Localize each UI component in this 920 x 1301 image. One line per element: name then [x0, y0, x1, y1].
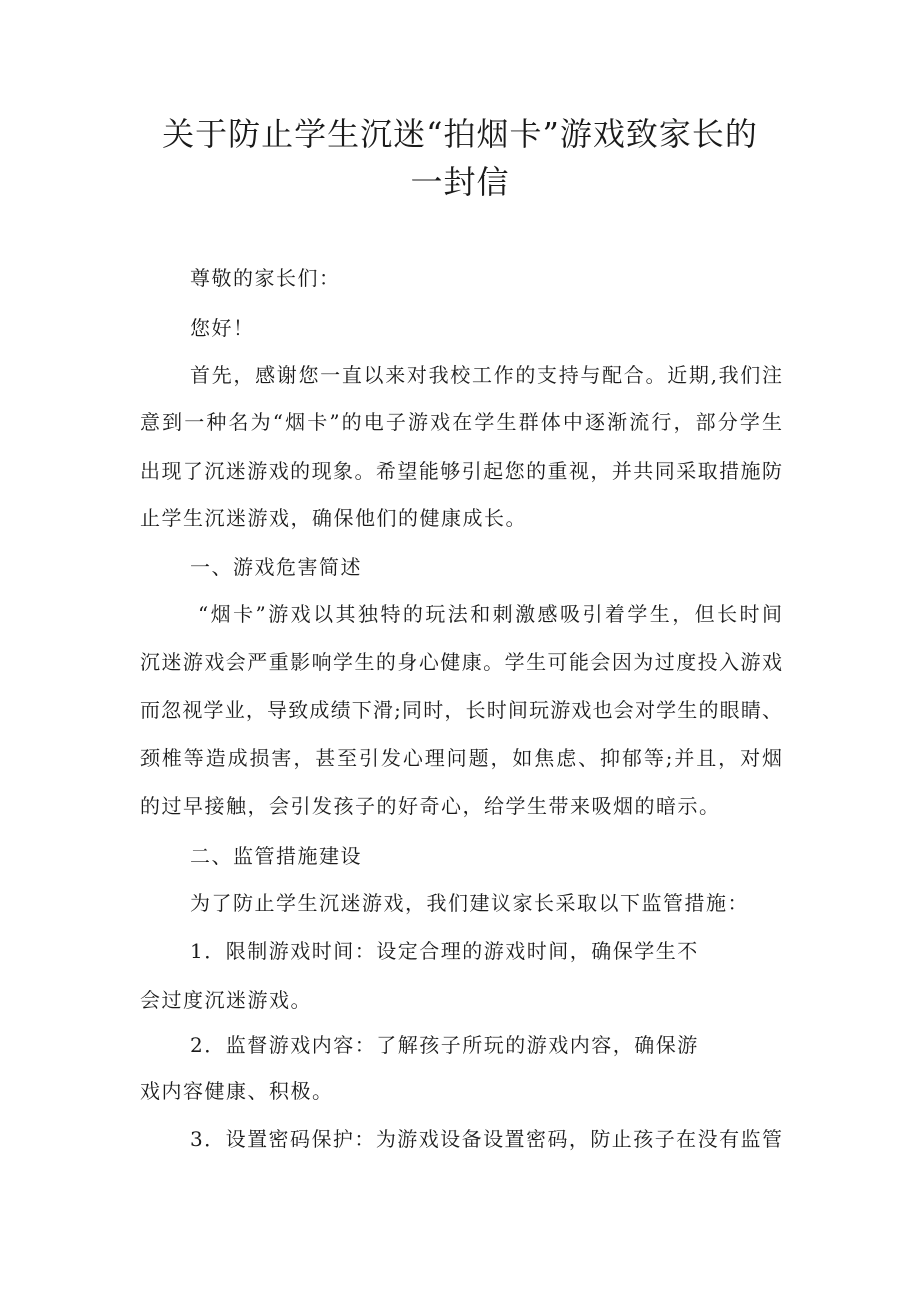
intro-paragraph-line: 意到一种名为“烟卡”的电子游戏在学生群体中逐渐流行，部分学生: [140, 410, 782, 434]
section-1-paragraph-line: “烟卡”游戏以其独特的玩法和刺激感吸引着学生，但长时间: [198, 602, 782, 626]
document-title-line-2: 一封信: [410, 163, 510, 201]
section-1-paragraph-line: 的过早接触，会引发孩子的好奇心，给学生带来吸烟的暗示。: [140, 794, 721, 818]
intro-paragraph-line: 首先，感谢您一直以来对我校工作的支持与配合。近期,我们注: [190, 363, 782, 387]
intro-paragraph-line: 出现了沉迷游戏的现象。希望能够引起您的重视，并共同采取措施防: [140, 459, 782, 483]
salutation: 尊敬的家长们：: [190, 266, 341, 290]
section-1-paragraph-line: 而忽视学业，导致成绩下滑;同时，长时间玩游戏也会对学生的眼睛、: [140, 698, 782, 722]
measure-item-line-1: 2．监督游戏内容：了解孩子所玩的游戏内容，确保游: [190, 1033, 699, 1057]
greeting: 您好！: [190, 316, 255, 340]
section-1-paragraph-line: 沉迷游戏会严重影响学生的身心健康。学生可能会因为过度投入游戏: [140, 650, 782, 674]
section-1-heading: 一、游戏危害简述: [190, 555, 362, 579]
document-title-line-1: 关于防止学生沉迷“拍烟卡”游戏致家长的: [162, 115, 758, 153]
intro-paragraph-line: 止学生沉迷游戏，确保他们的健康成长。: [140, 506, 527, 530]
measure-item-line-2: 会过度沉迷游戏。: [140, 988, 312, 1012]
measure-item-line-1: 1．限制游戏时间：设定合理的游戏时间，确保学生不: [190, 939, 699, 963]
section-1-paragraph-line: 颈椎等造成损害，甚至引发心理问题，如焦虑、抑郁等;并且，对烟: [140, 746, 782, 770]
section-2-intro: 为了防止学生沉迷游戏，我们建议家长采取以下监管措施：: [190, 891, 749, 915]
measure-item-line-1: 3．设置密码保护：为游戏设备设置密码，防止孩子在没有监管: [190, 1127, 782, 1151]
section-2-heading: 二、监管措施建设: [190, 844, 362, 868]
measure-item-line-2: 戏内容健康、积极。: [140, 1079, 334, 1103]
